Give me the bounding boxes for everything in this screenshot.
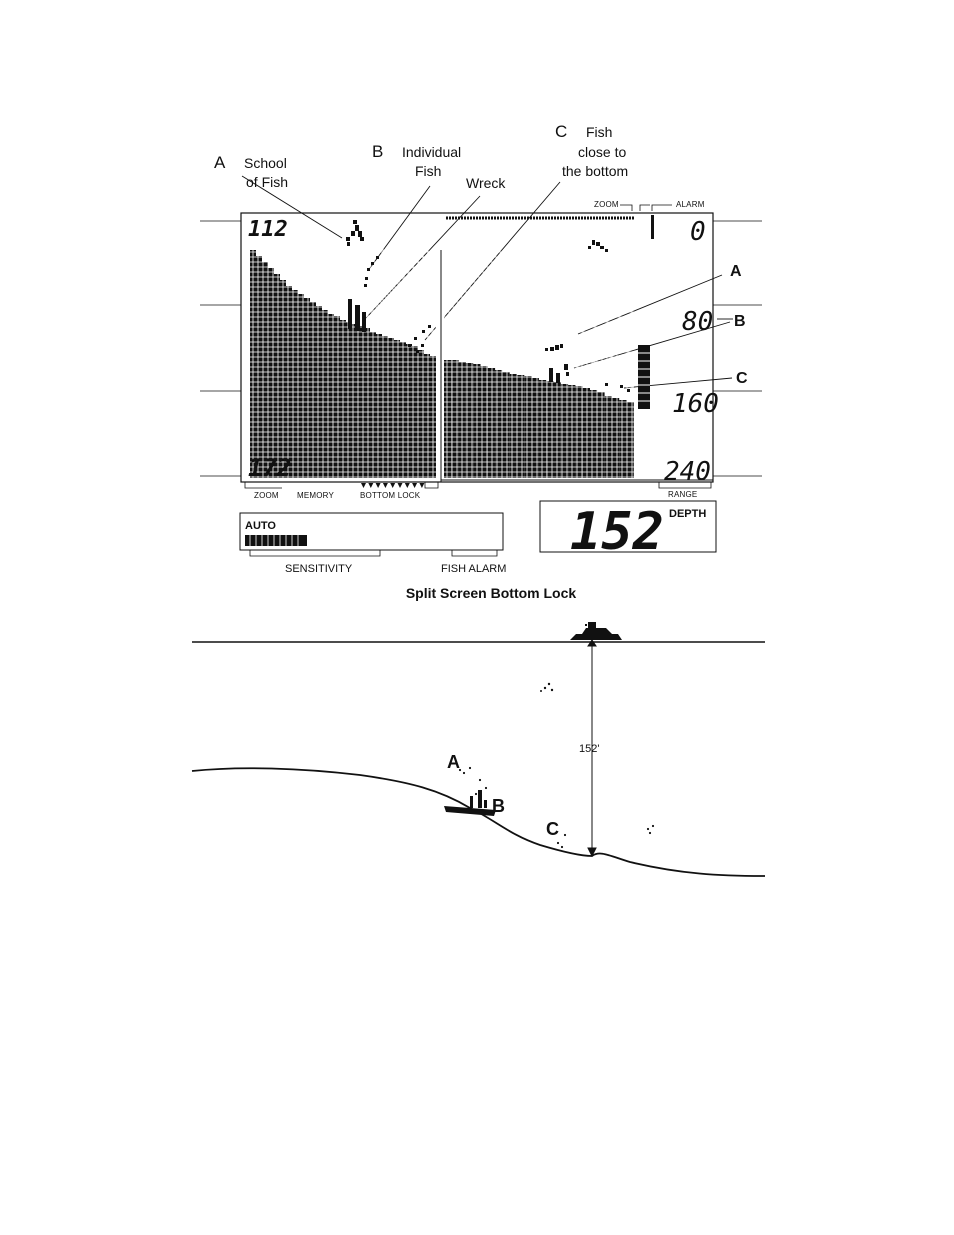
left-profile-column [424, 354, 430, 478]
marker-right-a: A [730, 263, 742, 280]
sonar-display [200, 200, 762, 500]
marker-right-b: B [734, 313, 746, 330]
underwater-scene [192, 622, 765, 876]
sensitivity-brackets [250, 550, 497, 556]
alarm-marker [651, 215, 654, 239]
callout-b [372, 142, 506, 191]
bottom-lock-triangle [376, 483, 381, 488]
right-profile-column [532, 378, 539, 478]
wreck-icon [444, 790, 496, 816]
left-bottom-depth: 172 [248, 454, 292, 482]
callout-a-line2: of Fish [246, 174, 289, 190]
split-separator [436, 250, 444, 480]
bottom-label-range: RANGE [668, 490, 698, 499]
scene-marker-c: C [546, 819, 559, 839]
scale-value-240: 240 [664, 457, 711, 487]
left-profile-column [406, 344, 412, 478]
alarm-header-label: ALARM [676, 200, 705, 209]
callout-a-letter: A [214, 153, 226, 172]
bottom-label-zoom: ZOOM [254, 491, 279, 500]
bottom-lock-triangle [361, 483, 366, 488]
bottom-lock-triangle [419, 483, 424, 488]
bottom-lock-triangle [383, 483, 388, 488]
right-profile-column [612, 398, 619, 478]
callout-c-line2: close to [578, 144, 627, 160]
left-top-depth: 112 [248, 217, 288, 242]
boat-icon [570, 622, 622, 640]
figure-caption: Split Screen Bottom Lock [405, 585, 577, 601]
right-bottom-profile [444, 360, 634, 478]
bottom-lock-triangle [368, 483, 373, 488]
bottom-lock-triangle [390, 483, 395, 488]
leader-c [425, 182, 560, 340]
left-fish-school-echo [346, 220, 364, 246]
right-profile-column [583, 388, 590, 478]
zoom-header-label: ZOOM [594, 200, 619, 209]
bottom-lock-triangle [398, 483, 403, 488]
bottom-label-brackets [245, 482, 711, 488]
scene-marker-a: A [447, 752, 460, 772]
left-profile-column [304, 298, 310, 478]
right-profile-column [444, 360, 451, 478]
scene-marker-b: B [492, 796, 505, 816]
callout-a-line1: School [244, 155, 287, 171]
sea-bottom-line [192, 768, 765, 876]
bottom-label-memory: MEMORY [297, 491, 335, 500]
scene-depth-label: 152' [579, 743, 600, 755]
callout-a [214, 153, 288, 190]
right-profile-column [539, 380, 546, 478]
left-profile-column [376, 334, 382, 478]
bottom-label-bottom-lock: BOTTOM LOCK [360, 491, 421, 500]
bottom-lock-triangle [412, 483, 417, 488]
callout-b-line1: Individual [402, 144, 462, 160]
callout-c [555, 122, 628, 179]
right-school-echo [545, 344, 563, 351]
depth-digits: 152 [570, 502, 664, 562]
right-profile-column [488, 368, 495, 478]
right-surface-fish-echo [588, 240, 608, 252]
scale-value-160: 160 [672, 389, 719, 419]
bottom-lock-triangle [405, 483, 410, 488]
scale-value-80: 80 [682, 307, 714, 337]
right-profile-column [590, 390, 597, 478]
depth-panel [540, 501, 716, 562]
right-profile-column [517, 375, 524, 478]
leader-b [370, 186, 430, 268]
scale-value-0: 0 [690, 217, 706, 247]
sensitivity-panel [240, 513, 506, 575]
bottom-lock-indicator [361, 483, 424, 488]
marker-right-c: C [736, 370, 748, 387]
left-profile-column [364, 328, 370, 478]
sensitivity-label: SENSITIVITY [285, 563, 353, 575]
auto-label: AUTO [245, 520, 276, 532]
callout-wreck-label: Wreck [466, 175, 506, 191]
callout-b-letter: B [372, 142, 384, 161]
fish-alarm-label: FISH ALARM [441, 563, 507, 575]
left-profile-column [346, 322, 352, 478]
right-profile-column [597, 392, 604, 478]
depth-label: DEPTH [669, 508, 707, 520]
callout-c-letter: C [555, 122, 568, 141]
callout-c-line1: Fish [586, 124, 613, 140]
callout-b-line2: Fish [415, 163, 442, 179]
callout-c-line3: the bottom [562, 163, 629, 179]
zoom-alarm-bracket [620, 205, 672, 211]
